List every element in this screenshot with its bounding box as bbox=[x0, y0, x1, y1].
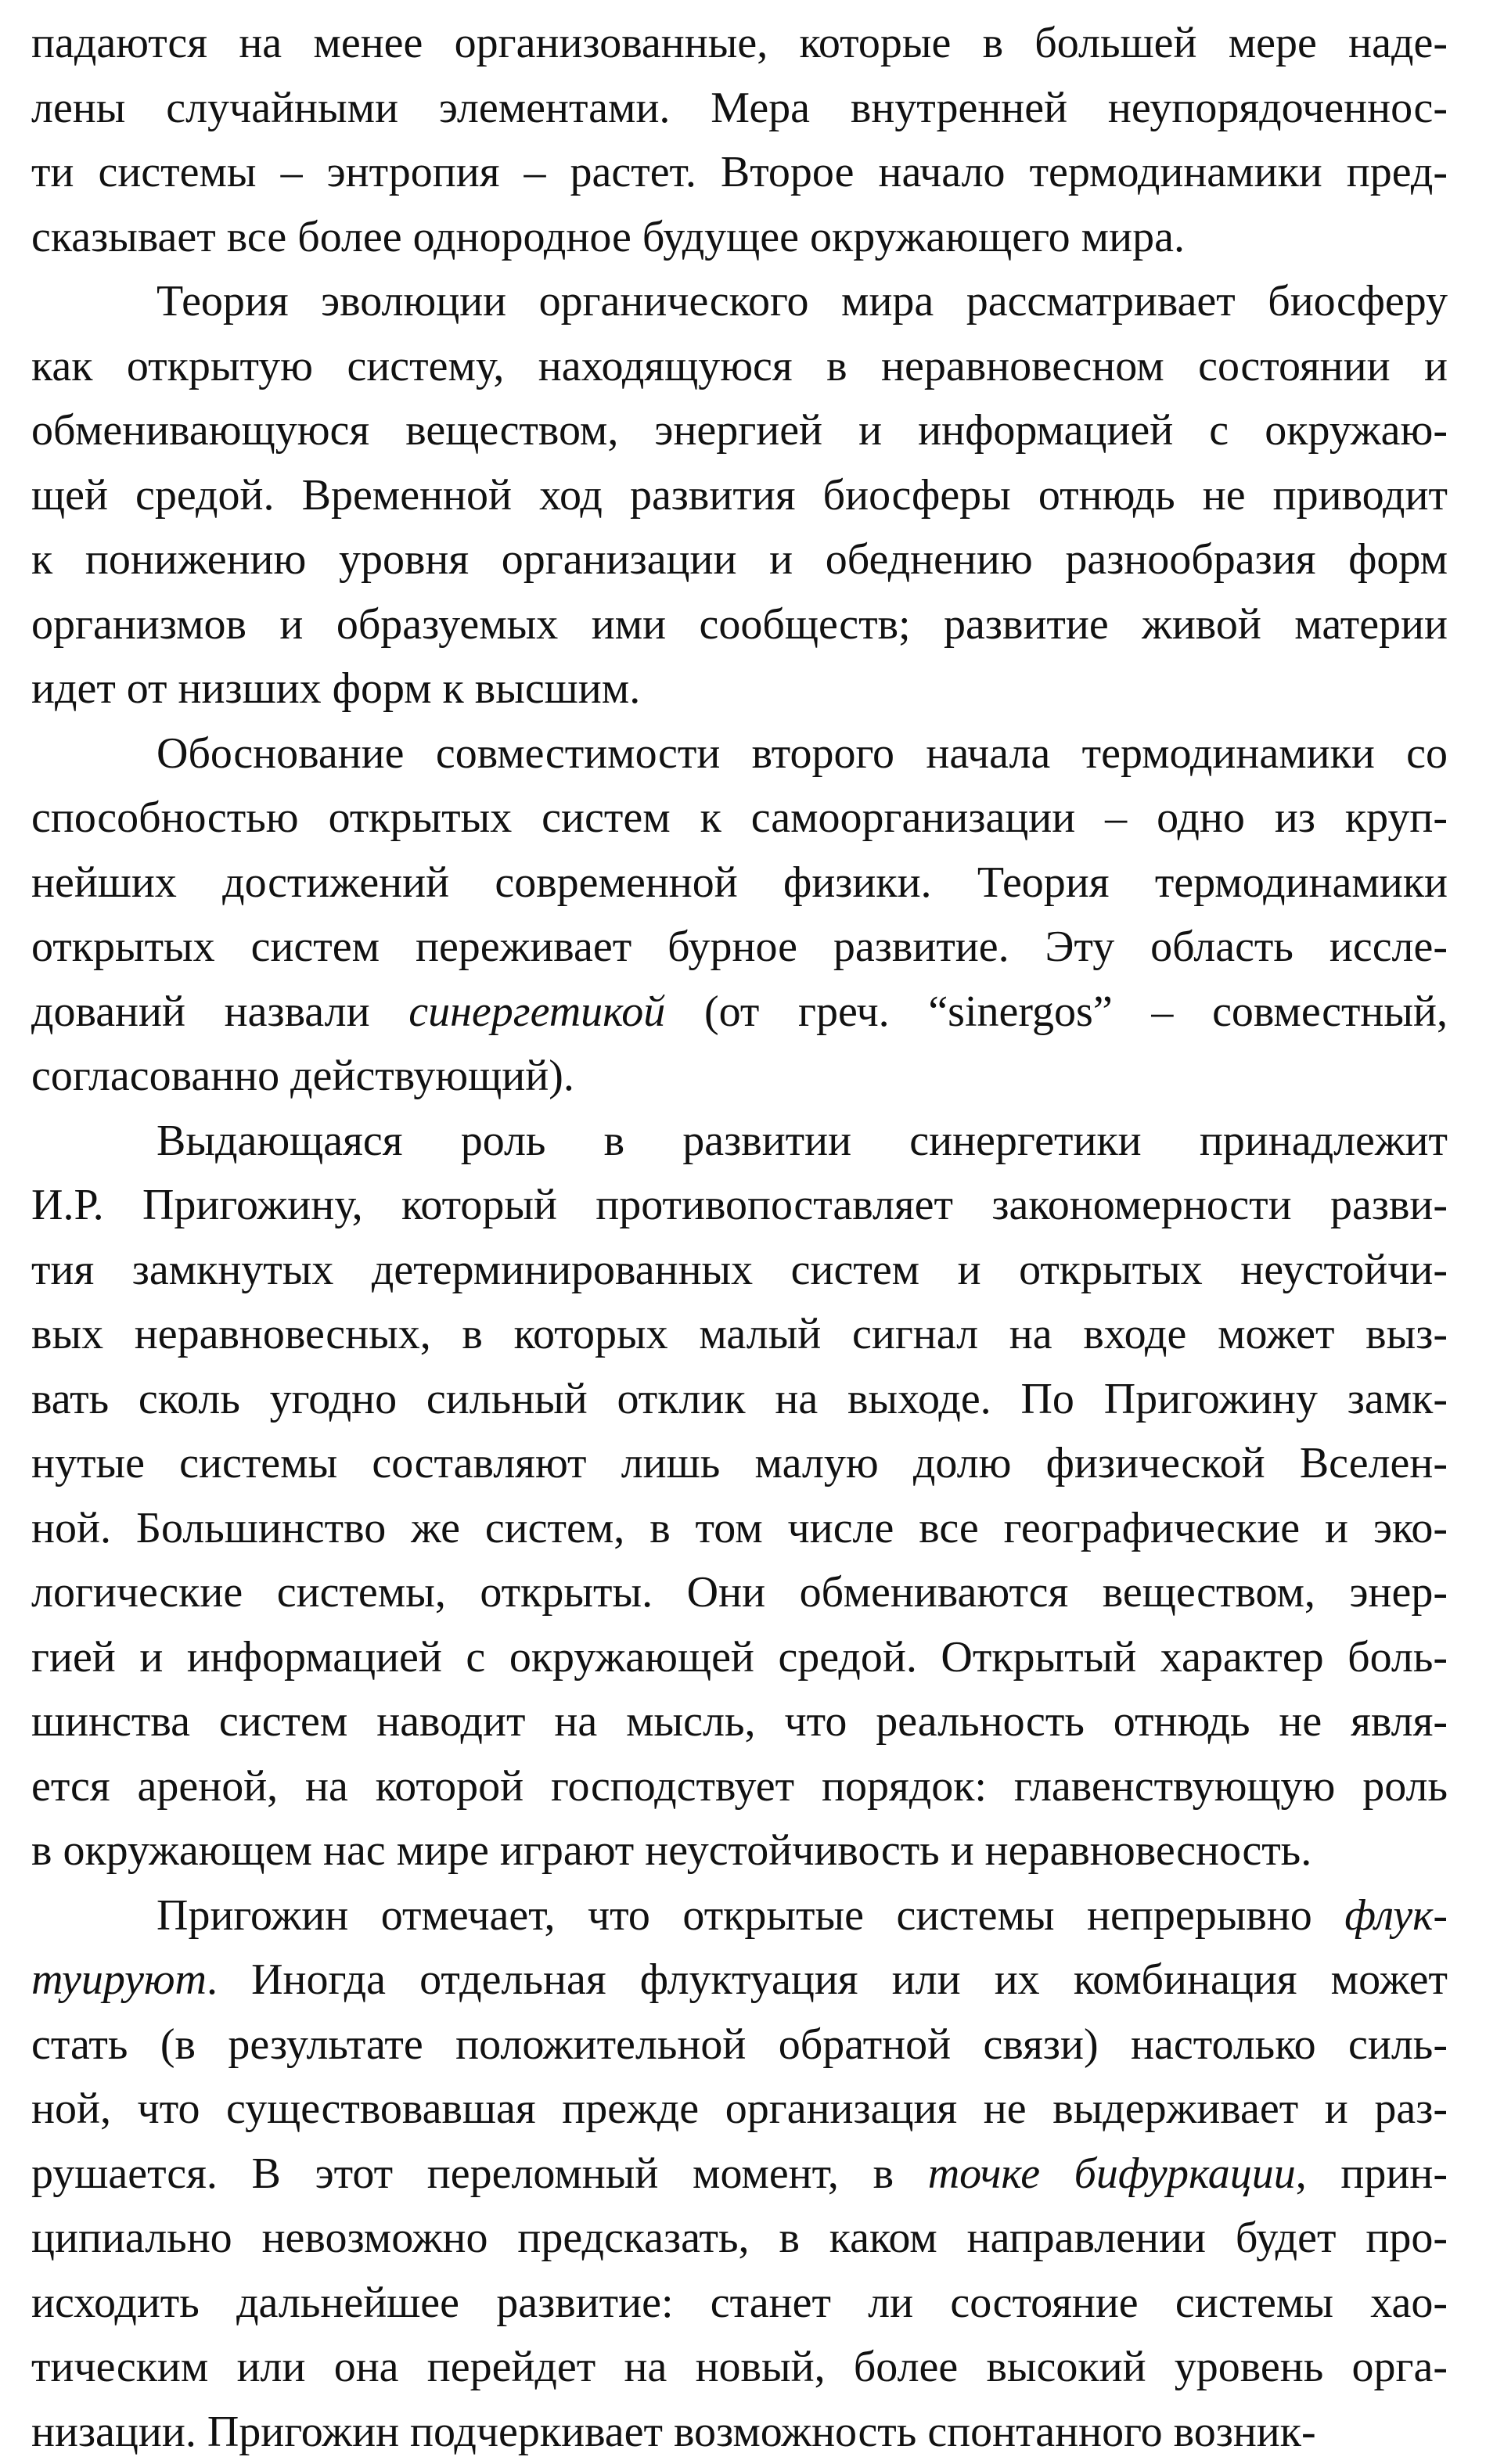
text-line bbox=[31, 1560, 1448, 1625]
line-text: вать сколь угодно сильный отклик на выходе. По Пригожину замк- bbox=[31, 1375, 1448, 1423]
line-text: (от греч. “sinergos” – совместный, bbox=[665, 987, 1448, 1036]
line-text: идет от низших форм к высшим. bbox=[31, 664, 640, 713]
line-text: вых неравновесных, в которых малый сигнал на входе может выз- bbox=[31, 1310, 1448, 1358]
text-line bbox=[31, 1173, 1448, 1238]
text-line bbox=[31, 980, 1448, 1045]
emphasized-term: синергетикой bbox=[408, 987, 665, 1036]
line-text: ной. Большинство же систем, в том числе все географические и эко- bbox=[31, 1504, 1448, 1552]
text-line bbox=[31, 1238, 1448, 1303]
line-text: низации. Пригожин подчеркивает возможность спонтанного возник- bbox=[31, 2408, 1316, 2456]
line-text: гией и информацией с окружающей средой. Открытый характер боль- bbox=[31, 1633, 1448, 1682]
line-text: нейших достижений современной физики. Теория термодинамики bbox=[31, 858, 1448, 907]
paragraph bbox=[31, 11, 1448, 269]
text-line bbox=[31, 2206, 1448, 2271]
text-line bbox=[31, 786, 1448, 851]
line-text: в окружающем нас мире играют неустойчивость и неравновесность. bbox=[31, 1826, 1311, 1875]
line-text: тическим или она перейдет на новый, более высокий уровень орга- bbox=[31, 2343, 1448, 2391]
text-line bbox=[31, 463, 1448, 528]
line-text: ной, что существовавшая прежде организация не выдерживает и раз- bbox=[31, 2085, 1448, 2133]
line-text: стать (в результате положительной обратной связи) настолько силь- bbox=[31, 2020, 1448, 2069]
paragraph bbox=[31, 1883, 1448, 2464]
line-text: обменивающуюся веществом, энергией и информацией с окружаю- bbox=[31, 406, 1448, 455]
text-line bbox=[31, 915, 1448, 980]
line-text: нутые системы составляют лишь малую долю физической Вселен- bbox=[31, 1439, 1448, 1487]
line-text: тия замкнутых детерминированных систем и открытых неустойчи- bbox=[31, 1246, 1448, 1294]
text-line bbox=[31, 205, 1448, 270]
line-text: Теория эволюции органического мира рассматривает биосферу bbox=[157, 277, 1448, 326]
text-line bbox=[31, 1302, 1448, 1367]
text-line bbox=[31, 1431, 1448, 1496]
text-line bbox=[31, 1625, 1448, 1690]
line-text: рушается. В этот переломный момент, в bbox=[31, 2149, 928, 2198]
text-line bbox=[31, 2013, 1448, 2077]
emphasized-term: туируют bbox=[31, 1955, 207, 2004]
text-line bbox=[31, 1367, 1448, 1432]
line-text: организмов и образуемых ими сообществ; развитие живой материи bbox=[31, 600, 1448, 649]
line-text: способностью открытых систем к самоорганизации – одно из круп- bbox=[31, 793, 1448, 842]
line-text: сказывает все более однородное будущее окружающего мира. bbox=[31, 213, 1185, 261]
line-text: падаются на менее организованные, которые в большей мере наде- bbox=[31, 19, 1448, 67]
line-text: согласованно действующий). bbox=[31, 1052, 574, 1100]
line-text: . Иногда отдельная флуктуация или их комбинация может bbox=[207, 1955, 1448, 2004]
text-line bbox=[31, 2142, 1448, 2207]
line-text: ти системы – энтропия – растет. Второе начало термодинамики пред- bbox=[31, 148, 1448, 196]
line-text: Выдающаяся роль в развитии синергетики принадлежит bbox=[157, 1117, 1448, 1165]
paragraph bbox=[31, 1109, 1448, 1883]
line-text: к понижению уровня организации и обеднению разнообразия форм bbox=[31, 535, 1448, 584]
text-line bbox=[31, 2271, 1448, 2336]
line-text: открытых систем переживает бурное развитие. Эту область иссле- bbox=[31, 923, 1448, 971]
text-line bbox=[31, 334, 1448, 399]
line-text: логические системы, открыты. Они обмениваются веществом, энер- bbox=[31, 1568, 1448, 1617]
text-line bbox=[31, 656, 1448, 721]
emphasized-term: точке бифуркации bbox=[928, 2149, 1296, 2198]
text-line bbox=[31, 1818, 1448, 1883]
text-line bbox=[31, 11, 1448, 76]
line-text: как открытую систему, находящуюся в неравновесном состоянии и bbox=[31, 342, 1448, 390]
line-text: щей средой. Временной ход развития биосферы отнюдь не приводит bbox=[31, 471, 1448, 520]
text-line bbox=[31, 1044, 1448, 1109]
text-line bbox=[31, 76, 1448, 141]
text-line bbox=[31, 1883, 1448, 1948]
text-line bbox=[31, 527, 1448, 592]
text-line bbox=[31, 1754, 1448, 1819]
text-line bbox=[31, 721, 1448, 786]
text-line bbox=[31, 140, 1448, 205]
line-text: , прин- bbox=[1296, 2149, 1448, 2198]
text-line bbox=[31, 851, 1448, 915]
text-line bbox=[31, 1109, 1448, 1174]
text-line bbox=[31, 2335, 1448, 2400]
text-line bbox=[31, 2400, 1448, 2464]
line-text: дований назвали bbox=[31, 987, 408, 1036]
line-text: шинства систем наводит на мысль, что реальность отнюдь не явля- bbox=[31, 1697, 1448, 1746]
paragraph bbox=[31, 269, 1448, 721]
text-line bbox=[31, 2077, 1448, 2142]
line-text: И.Р. Пригожину, который противопоставляет закономерности разви- bbox=[31, 1181, 1448, 1229]
text-line bbox=[31, 398, 1448, 463]
line-text: Обоснование совместимости второго начала термодинамики со bbox=[157, 729, 1448, 778]
text-line bbox=[31, 1948, 1448, 2013]
text-line bbox=[31, 269, 1448, 334]
text-line bbox=[31, 1496, 1448, 1561]
line-text: Пригожин отмечает, что открытые системы непрерывно bbox=[157, 1891, 1344, 1940]
line-text: ципиально невозможно предсказать, в каком направлении будет про- bbox=[31, 2214, 1448, 2262]
text-column bbox=[31, 11, 1448, 2464]
line-text: ется ареной, на которой господствует порядок: главенствующую роль bbox=[31, 1762, 1448, 1811]
line-text: лены случайными элементами. Мера внутренней неупорядоченнос- bbox=[31, 84, 1448, 132]
paragraph bbox=[31, 721, 1448, 1109]
text-line bbox=[31, 1689, 1448, 1754]
line-text: исходить дальнейшее развитие: станет ли состояние системы хао- bbox=[31, 2279, 1448, 2327]
text-line bbox=[31, 592, 1448, 657]
emphasized-term: флук- bbox=[1344, 1891, 1448, 1940]
